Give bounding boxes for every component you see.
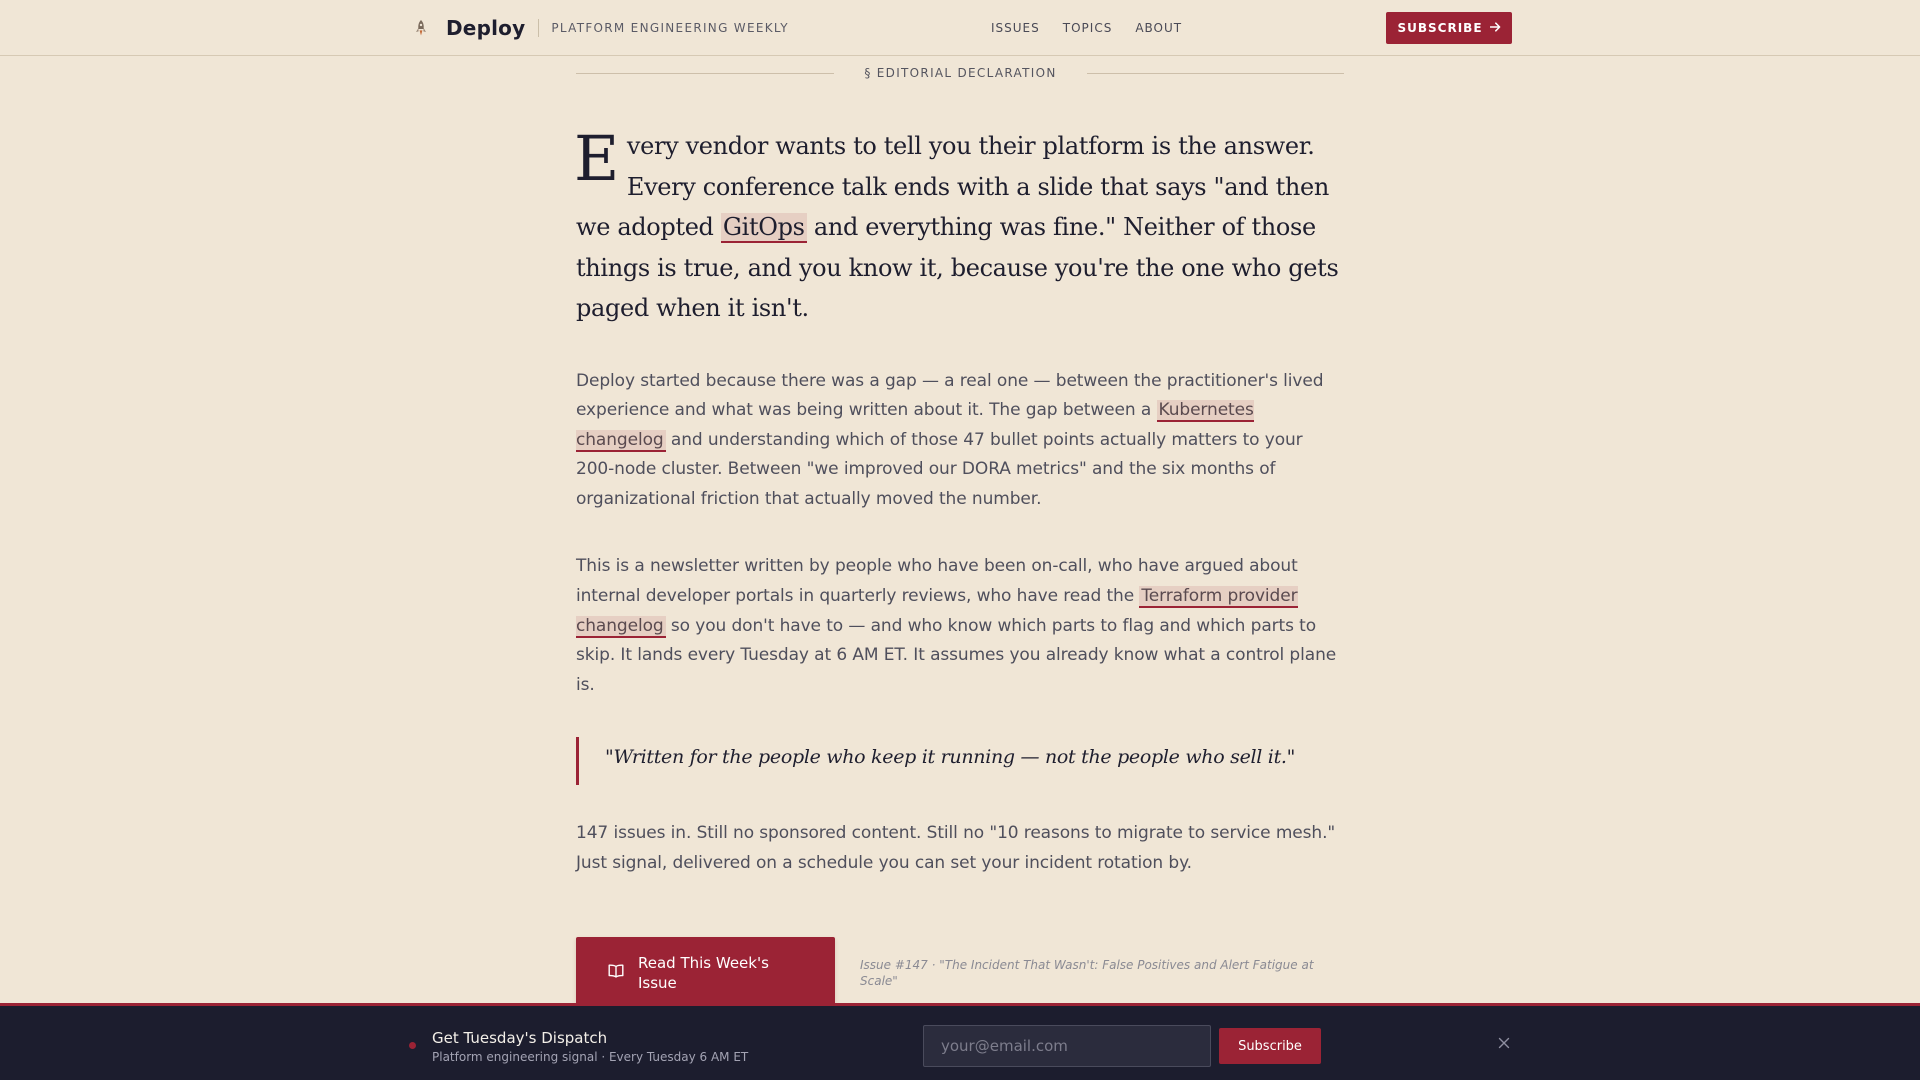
body-paragraph-2 [576, 552, 1344, 700]
brand[interactable] [412, 0, 789, 56]
status-dot [409, 1042, 416, 1049]
arrow-right-icon [1490, 21, 1501, 35]
rocket-icon [412, 18, 430, 38]
eyebrow-divider-right [1087, 73, 1344, 74]
editorial-article [574, 122, 1344, 1009]
p2-text-2: so you don't have to — and who know which parts to flag and which parts to skip. It lands every Tuesday at 6 AM ET. It assumes you already know what a control plane is. [576, 615, 1337, 695]
main-nav [991, 0, 1182, 56]
dispatch-subscribe-button[interactable]: Subscribe [1219, 1028, 1321, 1064]
close-icon[interactable] [1494, 1033, 1514, 1053]
dispatch-title: Get Tuesday's Dispatch [432, 1029, 608, 1047]
lead-paragraph [574, 122, 1344, 329]
cta-row [576, 937, 1344, 1009]
subscribe-button-label: SUBSCRIBE [1397, 21, 1483, 35]
nav-link-about[interactable]: ABOUT [1135, 21, 1183, 35]
pull-quote: "Written for the people who keep it running — not the people who sell it." [576, 737, 1344, 785]
p2-text-1: This is a newsletter written by people who have been on-call, who have argued about internal developer portals in quarterly reviews, who have read the [576, 556, 1298, 607]
p1-text-2: and understanding which of those 47 bullet points actually matters to your 200-node cluster. Between "we improved our DORA metrics" and the six months of organizational friction that actually moved the number. [576, 429, 1303, 509]
brand-tagline: PLATFORM ENGINEERING WEEKLY [551, 21, 789, 35]
dispatch-signup-bar [0, 1003, 1920, 1080]
brand-name[interactable]: Deploy [446, 16, 526, 40]
section-eyebrow [576, 64, 1344, 84]
term-gitops[interactable]: GitOps [722, 213, 805, 241]
section-label: § EDITORIAL DECLARATION [864, 66, 1057, 80]
eyebrow-divider-left [576, 73, 834, 74]
read-issue-label: Read This Week's Issue [638, 953, 769, 992]
read-issue-button[interactable] [576, 937, 835, 1009]
brand-divider [538, 19, 539, 37]
top-navbar [0, 0, 1920, 56]
issue-note: Issue #147 · "The Incident That Wasn't: False Positives and Alert Fatigue at Scale" [860, 957, 1314, 988]
nav-link-topics[interactable]: TOPICS [1062, 21, 1113, 35]
term-kubernetes-changelog[interactable]: Kubernetes changelog [576, 400, 1254, 450]
nav-link-issues[interactable]: ISSUES [991, 21, 1040, 35]
dispatch-subtitle: Platform engineering signal · Every Tuesday 6 AM ET [432, 1050, 749, 1064]
subscribe-button[interactable] [1386, 12, 1512, 44]
term-terraform-provider-changelog[interactable]: Terraform provider changelog [576, 586, 1298, 636]
book-icon [608, 963, 624, 983]
lead-text-1: very vendor wants to tell you their platform is the answer. Every conference talk ends with a slide that says "and then we adopted [576, 132, 1329, 241]
lead-text-2: and everything was fine." Neither of those things is true, and you know it, because you're the one who gets paged when it isn't. [576, 213, 1339, 322]
drop-cap: E [574, 122, 619, 195]
body-paragraph-3: 147 issues in. Still no sponsored content. Still no "10 reasons to migrate to service mesh." Just signal, delivered on a schedule you can set your incident rotation by. [576, 823, 1336, 874]
p1-text-1: Deploy started because there was a gap — a real one — between the practitioner's lived experience and what was being written about it. The gap between a [576, 370, 1324, 421]
email-input[interactable] [923, 1025, 1211, 1067]
body-paragraph-1 [576, 367, 1344, 515]
